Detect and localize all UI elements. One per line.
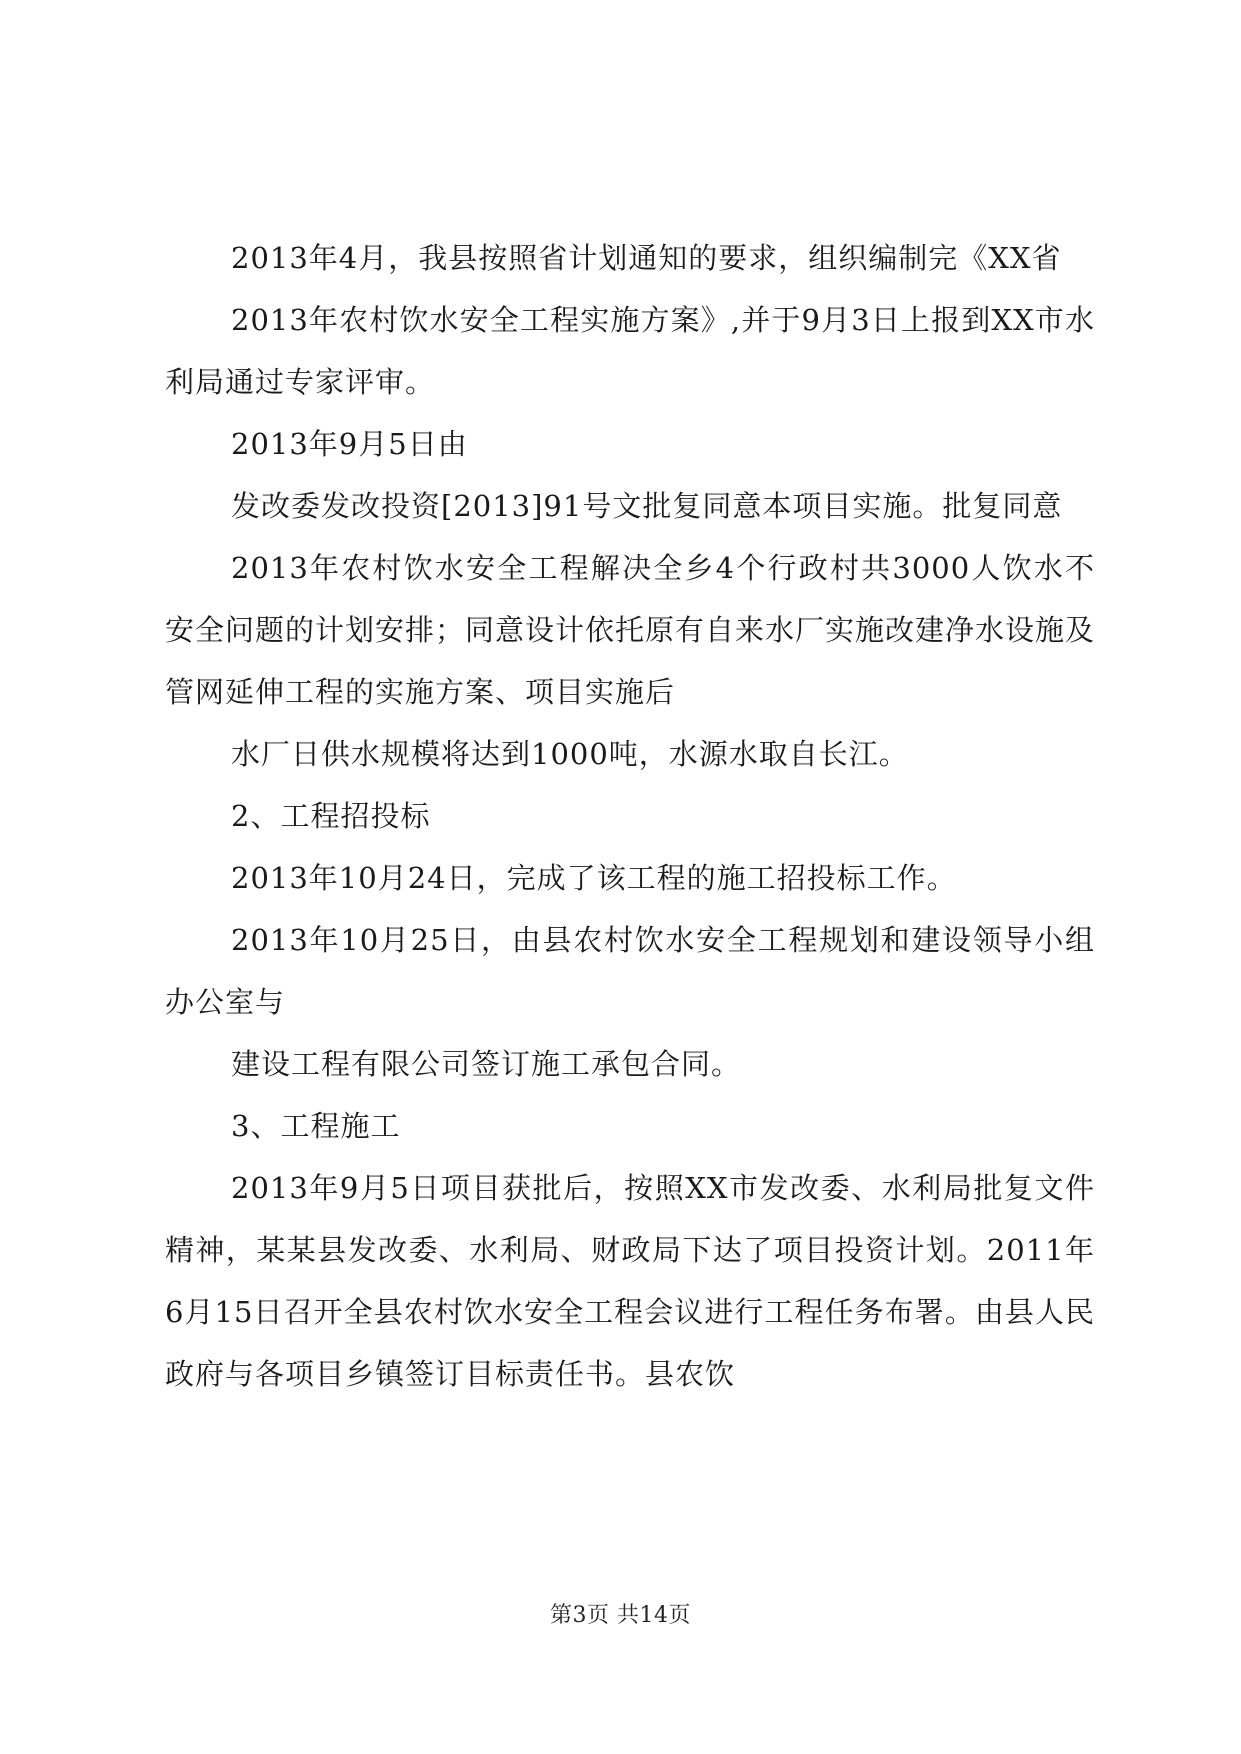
paragraph-12: 2013年9月5日项目获批后，按照XX市发改委、水利局批复文件精神，某某县发改委、水利局、财政局下达了项目投资计划。2011年6月15日召开全县农村饮水安全工程会议进行工程任务布署。由县人民政府与各项目乡镇签订目标责任书。县农饮 xyxy=(165,1171,1095,1391)
paragraph-1: 2013年4月，我县按照省计划通知的要求，组织编制完《XX省 xyxy=(231,241,1062,275)
paragraph-2: 2013年农村饮水安全工程实施方案》,并于9月3日上报到XX市水利局通过专家评审。 xyxy=(165,303,1095,399)
paragraph-3: 2013年9月5日由 xyxy=(231,427,468,461)
paragraph-5: 2013年农村饮水安全工程解决全乡4个行政村共3000人饮水不安全问题的计划安排；同意设计依托原有自来水厂实施改建净水设施及管网延伸工程的实施方案、项目实施后 xyxy=(165,551,1096,709)
page-number: 第3页 共14页 xyxy=(550,1603,691,1628)
document-body xyxy=(165,227,1095,1405)
paragraph-6: 水厂日供水规模将达到1000吨，水源水取自长江。 xyxy=(231,737,909,771)
paragraph-10: 建设工程有限公司签订施工承包合同。 xyxy=(231,1047,742,1081)
paragraph-9: 2013年10月25日，由县农村饮水安全工程规划和建设领导小组办公室与 xyxy=(165,923,1095,1019)
section-heading-construction: 3、工程施工 xyxy=(231,1109,401,1143)
section-heading-bidding: 2、工程招投标 xyxy=(231,799,431,833)
paragraph-4: 发改委发改投资[2013]91号文批复同意本项目实施。批复同意 xyxy=(231,489,1063,523)
page-footer xyxy=(0,1598,1241,1629)
paragraph-8: 2013年10月24日，完成了该工程的施工招投标工作。 xyxy=(231,861,957,895)
